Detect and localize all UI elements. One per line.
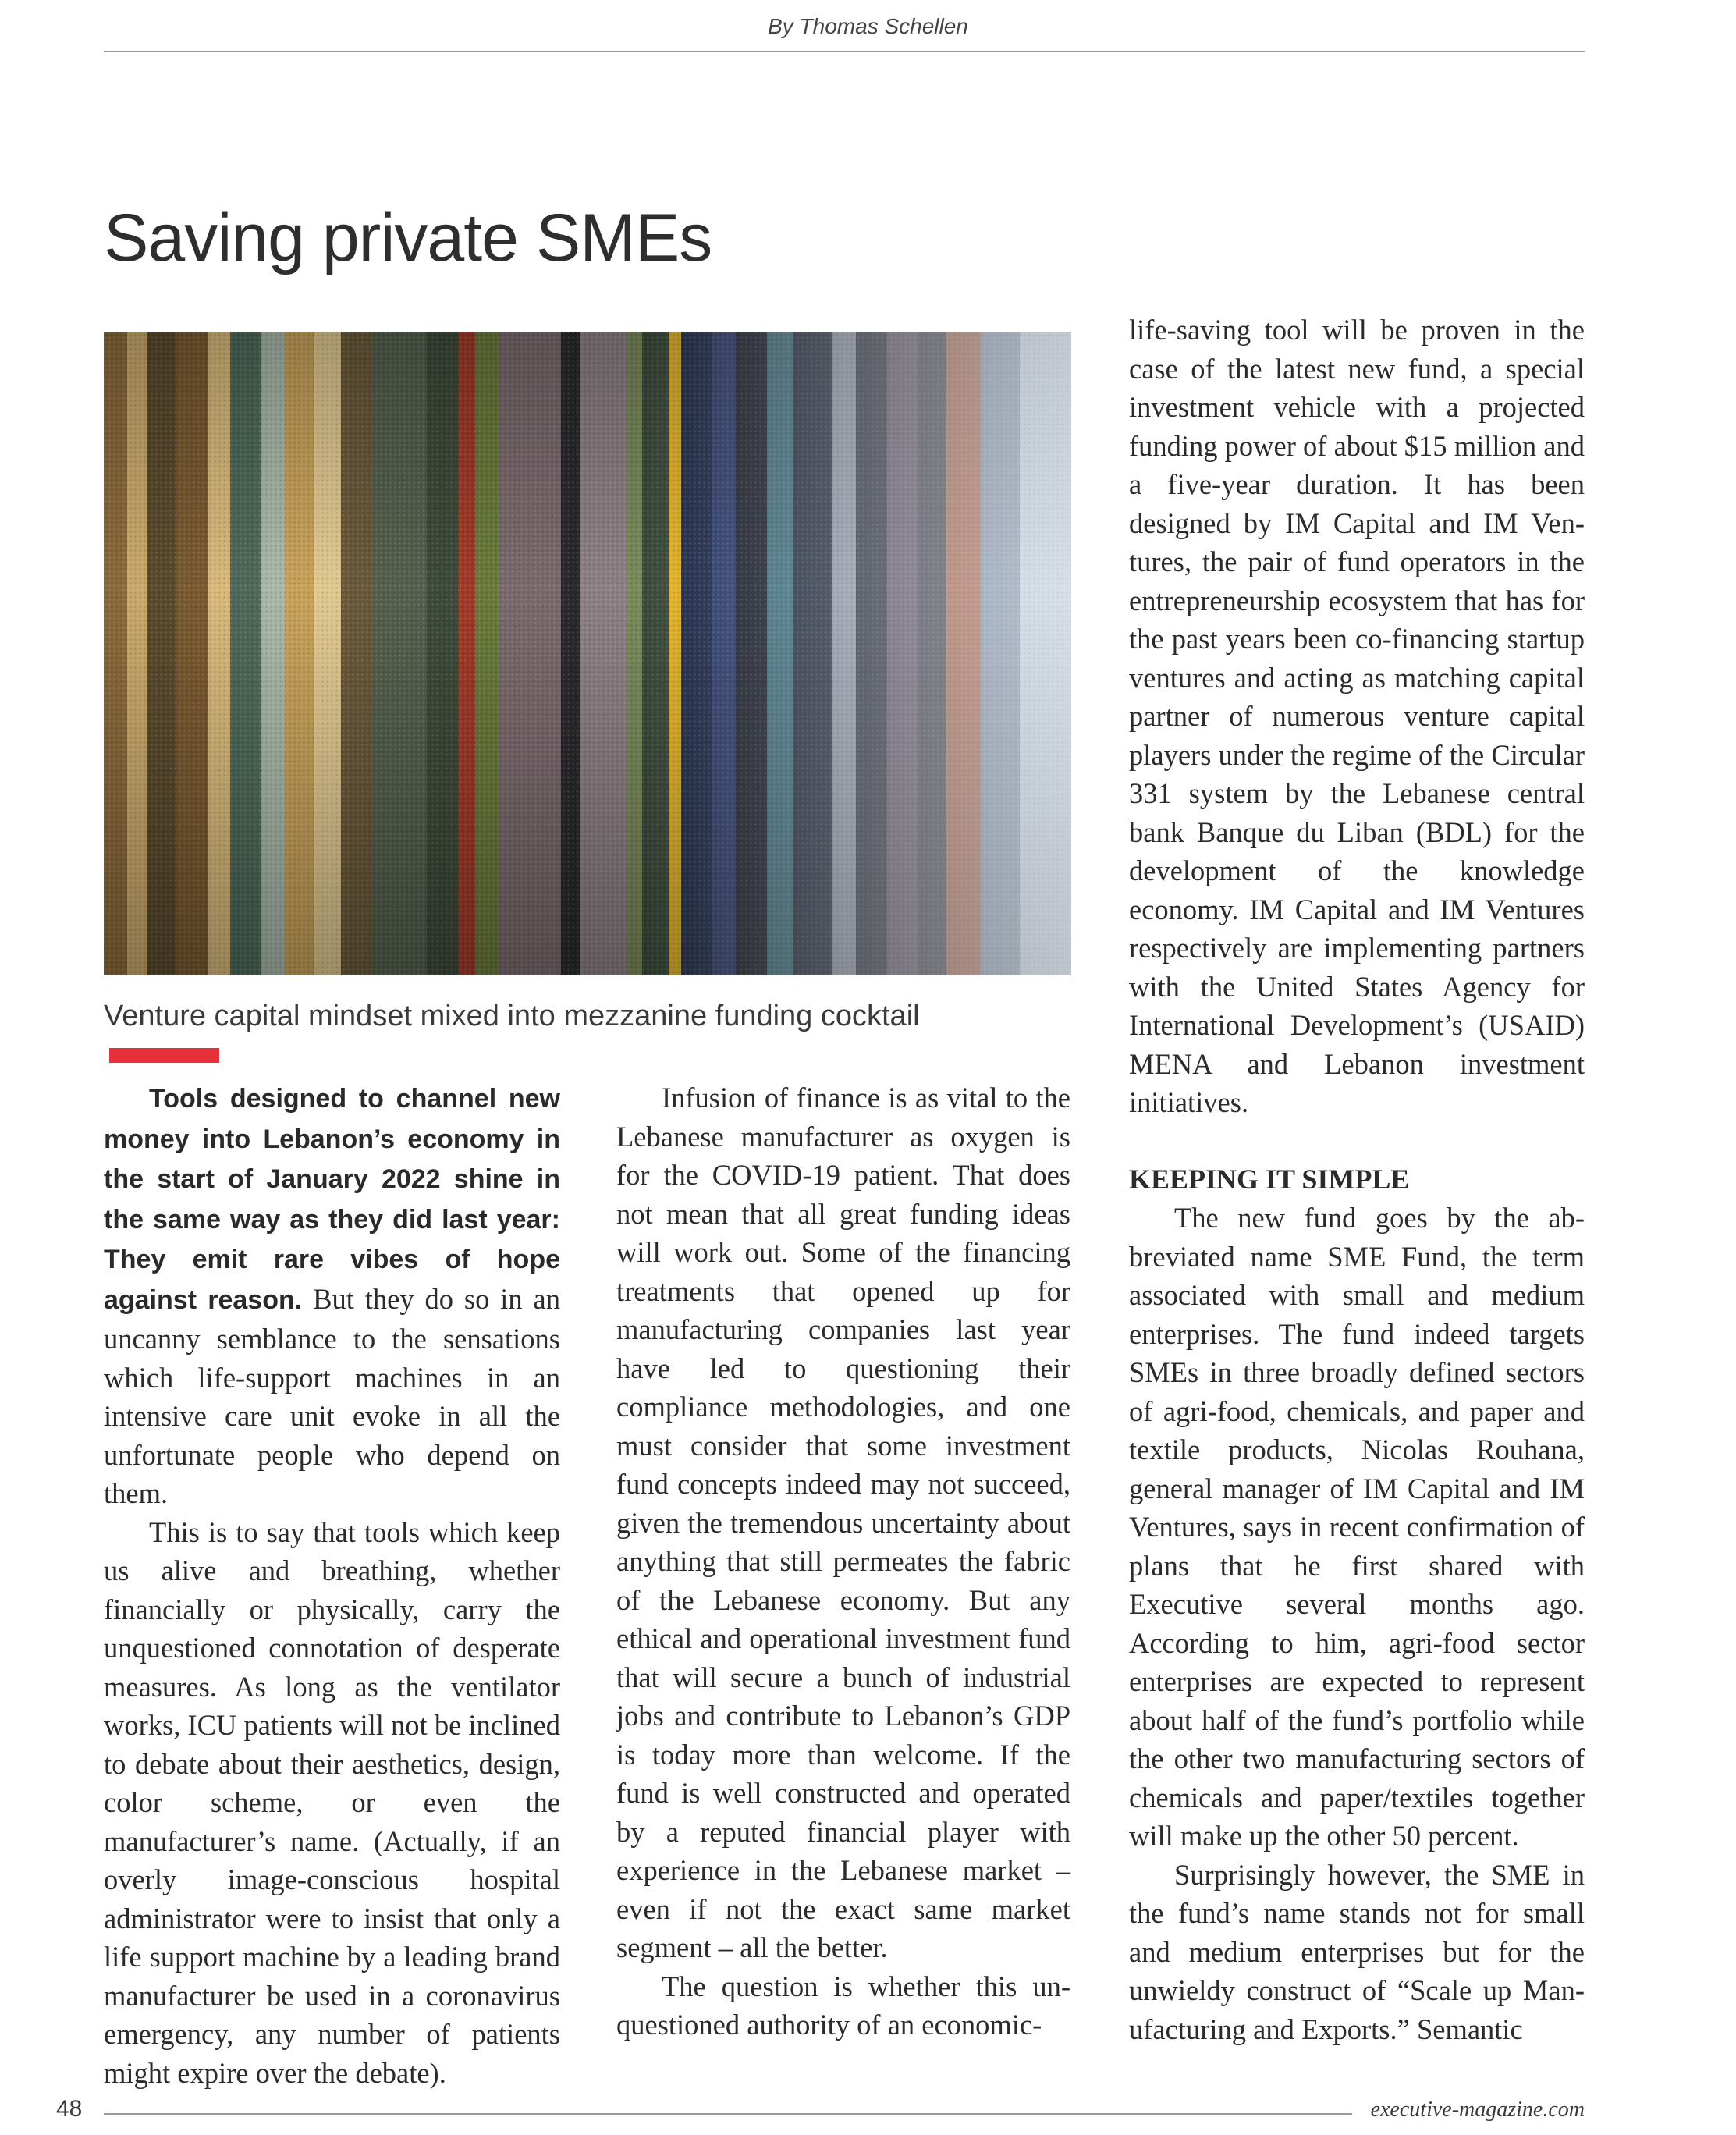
paragraph: Surprisingly however, the SME in the fund’s name stands not for small and medium enterprises but for the unwieldy construct of “Scale up Manufacturing and Exports.” Semantic [1129,1858,1585,2045]
article-photo [104,332,1071,975]
section-subhead: KEEPING IT SIMPLE [1129,1163,1410,1195]
fabric-swatches-image [104,332,1071,975]
article-title: Saving private SMEs [104,201,712,275]
body-column-2 [616,1078,1070,2044]
byline: By Thomas Schellen [768,14,968,38]
paragraph: This is to say that tools which keep us alive and breathing, whether financially or physically, carry the unquestioned connotation of desperate measures. As long as the ventilator works, ICU patients will not be inclined to debate about their aesthetics, design, color scheme, or even the manufacturer’s name. (Actually, if an overly image-conscious hospital administrator were to insist that only a life support machine by a leading brand manufacturer be used in a coronavirus emergency, any number of patients might expire over the debate). [104,1515,560,2089]
body-column-3 [1129,311,1585,2048]
paragraph: life-saving tool will be proven in the case of the latest new fund, a special investment vehicle with a projected funding power of about $15 million and a five-year duration. It has been designed by IM Capital and IM Ventures, the pair of fund operators in the entrepreneurship ecosystem that has for the past years been co-financing startup ventures and acting as matching capital partner of numerous venture capital players under the regime of the Circular 331 system by the Lebanese central bank Banque du Liban (BDL) for the development of the knowledge economy. IM Capital and IM Ventures respectively are implementing partners with the United States Agency for International Development’s (USAID) MENA and Lebanon investment initiatives. [1129,314,1585,1118]
header-rule [104,51,1585,52]
body-column-1 [104,1078,560,2092]
lead-rest-text: But they do so in an uncanny semblance to the sensations which life-support machines in an intensive care unit evoke in all the unfortunate people who depend on them. [104,1282,561,1509]
page-number: 48 [56,2096,83,2122]
footer-rule [104,2113,1352,2115]
accent-bar [109,1048,219,1063]
paragraph: The new fund goes by the abbreviated name SME Fund, the term associated with small and medium enterprises. The fund indeed targets SMEs in three broadly defined sectors of agri-food, chemicals, and paper and textile products, Nicolas Rouhana, general manager of IM Capital and IM Ventures, says in recent confirmation of plans that he first shared with Executive several months ago. According to him, agri-food sector enterprises are expected to represent about half of the fund’s portfolio while the other two manufacturing sectors of chemicals and paper/textiles together will make up the other 50 percent. [1129,1202,1585,1852]
website-link[interactable]: executive-magazine.com [1370,2098,1585,2122]
paragraph: The question is whether this unquestioned authority of an economic- [616,1970,1070,2041]
lead-bold-text: Tools designed to channel new money into Lebanon’s economy in the start of January 2022 shine in the same way as they did last year: They emit rare vibes of hope against reason. [104,1084,560,1315]
paragraph: Infusion of finance is as vital to the Lebanese manufacturer as oxygen is for the COVID-19 patient. That does not mean that all great funding ideas will work out. Some of the financing treatments that opened up for manufacturing companies last year have led to questioning their compliance methodologies, and one must consider that some investment fund concepts indeed may not succeed, given the tremendous uncertainty about anything that still permeates the fabric of the Lebanese economy. But any ethical and operational investment fund that will secure a bunch of industrial jobs and contribute to Lebanon’s GDP is today more than welcome. If the fund is well constructed and operated by a reputed financial player with experience in the Lebanese market – even if not the exact same market segment – all the better. [616,1082,1070,1963]
lead-paragraph [104,1078,560,1513]
photo-caption: Venture capital mindset mixed into mezzanine funding cocktail [104,1000,920,1032]
